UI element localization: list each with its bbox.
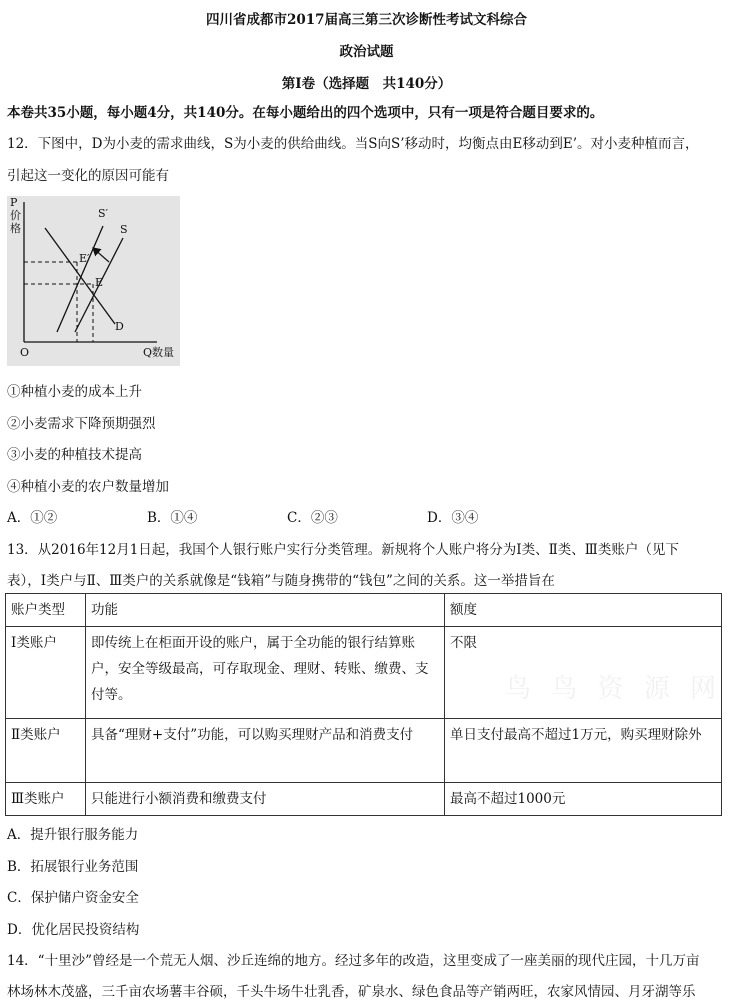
table-header-row bbox=[6, 594, 722, 627]
demand-curve-d bbox=[45, 228, 115, 324]
x-axis-label: Q数量 bbox=[143, 346, 175, 359]
account-table bbox=[5, 593, 722, 816]
table-cell: Ⅰ类账户 bbox=[6, 627, 86, 719]
e-prime-label: E′ bbox=[79, 252, 90, 265]
paper-subtitle: 政治试题 bbox=[339, 44, 394, 60]
q13-stem-line2: 表），Ⅰ类户与Ⅱ、Ⅲ类户的关系就像是“钱箱”与随身携带的“钱包”之间的关系。这一举措旨在 bbox=[7, 573, 555, 589]
shift-arrow bbox=[93, 248, 109, 262]
supply-demand-graph bbox=[7, 196, 180, 366]
y-axis-label-price2: 格 bbox=[10, 222, 21, 235]
q12-item-4: ④种植小麦的农户数量增加 bbox=[7, 479, 169, 495]
s-label: S bbox=[120, 223, 128, 236]
table-cell: 不限 bbox=[445, 627, 722, 719]
table-cell: 只能进行小额消费和缴费支付 bbox=[86, 783, 445, 816]
supply-demand-figure bbox=[7, 196, 180, 366]
s-prime-label: S′ bbox=[98, 207, 109, 220]
q12-option-d: D．③④ bbox=[427, 510, 479, 526]
origin-label: O bbox=[20, 346, 30, 359]
table-row bbox=[6, 627, 722, 719]
q13-option-b: B．拓展银行业务范围 bbox=[7, 859, 139, 875]
q14-stem-line2: 林场林木茂盛，三千亩农场薯丰谷硕，千头牛场牛壮乳香，矿泉水、绿色食品等产销两旺，农家风情园、月牙湖等乐 bbox=[7, 984, 696, 1000]
paper-title: 四川省成都市2017届高三第三次诊断性考试文科综合 bbox=[205, 12, 528, 28]
q13-stem-line1: 13．从2016年12月1日起，我国个人银行账户实行分类管理。新规将个人账户将分为Ⅰ类、Ⅱ类、Ⅲ类账户（见下 bbox=[7, 542, 679, 558]
q13-option-c: C．保护储户资金安全 bbox=[7, 890, 139, 906]
y-axis-label-price: 价 bbox=[10, 209, 21, 222]
table-cell: Ⅲ类账户 bbox=[6, 783, 86, 816]
q12-option-a: A．①② bbox=[7, 510, 58, 526]
table-cell: Ⅱ类账户 bbox=[6, 719, 86, 783]
d-label: D bbox=[115, 320, 124, 333]
e-label: E bbox=[95, 276, 104, 289]
table-header-cell: 额度 bbox=[445, 594, 722, 627]
y-axis-label-p: P bbox=[10, 196, 18, 209]
table-cell: 最高不超过1000元 bbox=[445, 783, 722, 816]
q12-item-3: ③小麦的种植技术提高 bbox=[7, 447, 142, 463]
table-row bbox=[6, 719, 722, 783]
table-row bbox=[6, 783, 722, 816]
q14-stem-line1: 14．“十里沙”曾经是一个荒无人烟、沙丘连绵的地方。经过多年的改造，这里变成了一座美丽的现代庄园，十几万亩 bbox=[7, 953, 700, 969]
q12-item-2: ②小麦需求下降预期强烈 bbox=[7, 416, 156, 432]
q12-stem-line1: 12．下图中，D为小麦的需求曲线，S为小麦的供给曲线。当S向S’移动时，均衡点由E移动到E’。对小麦种植而言， bbox=[7, 136, 699, 152]
table-cell: 具备“理财+支付”功能，可以购买理财产品和消费支付 bbox=[86, 719, 445, 783]
section-heading: 第Ⅰ卷（选择题 共140分） bbox=[281, 76, 452, 92]
instruction: 本卷共35小题，每小题4分，共140分。在每小题给出的四个选项中，只有一项是符合题目要求的。 bbox=[7, 105, 604, 121]
q12-stem-line2: 引起这一变化的原因可能有 bbox=[7, 168, 169, 184]
q13-option-a: A．提升银行服务能力 bbox=[7, 827, 139, 843]
table-header-cell: 功能 bbox=[86, 594, 445, 627]
q12-option-b: B．①④ bbox=[147, 510, 198, 526]
table-header-cell: 账户类型 bbox=[6, 594, 86, 627]
q12-item-1: ①种植小麦的成本上升 bbox=[7, 384, 142, 400]
q13-option-d: D．优化居民投资结构 bbox=[7, 922, 140, 938]
table-cell: 单日支付最高不超过1万元，购买理财除外 bbox=[445, 719, 722, 783]
watermark: 鸟 鸟 资 源 网 bbox=[505, 674, 723, 704]
q12-option-c: C．②③ bbox=[287, 510, 338, 526]
table-cell: 即传统上在柜面开设的账户，属于全功能的银行结算账户，安全等级最高，可存取现金、理财、转账、缴费、支付等。 bbox=[86, 627, 445, 719]
